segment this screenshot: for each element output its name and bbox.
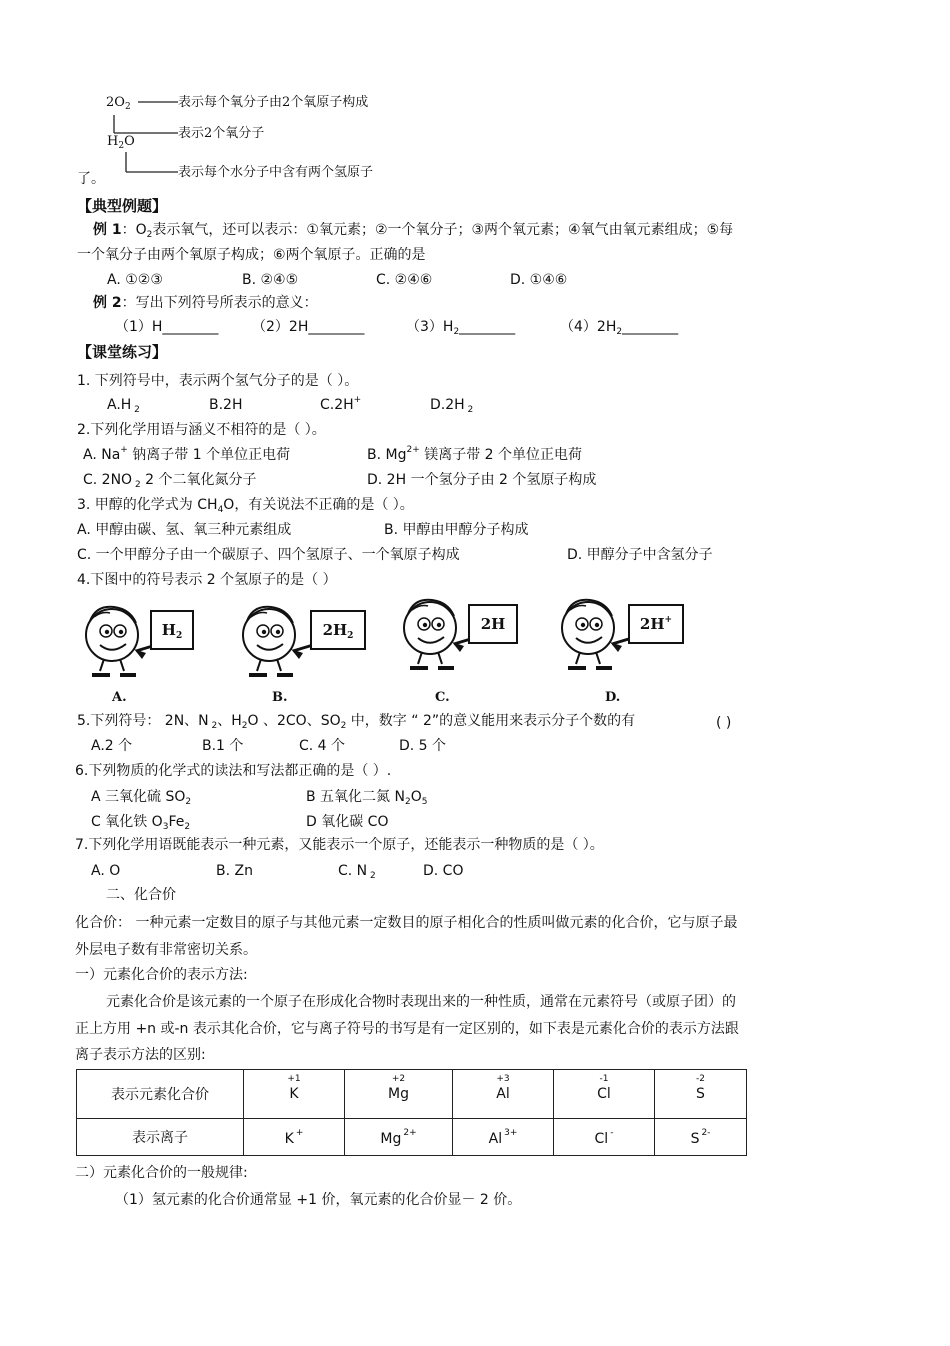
ion-cell-s: S $^{2-}$: [655, 1119, 747, 1156]
q1-option-d: D.2H $_2$: [430, 397, 474, 415]
q5-option-a: A.2 个: [91, 738, 133, 754]
q4-board-d: 2H+: [628, 604, 684, 644]
q7-option-b: B. Zn: [216, 863, 253, 879]
question-5: 5.下列符号： 2N、N $_2$、$H_2O$ 、2CO、$SO_2$ 中，数字 “ 2”的意义能用来表示分子个数的有: [77, 713, 636, 731]
row-label-ion: 表示离子: [77, 1119, 244, 1156]
valence-cell-mg: +2 Mg: [345, 1070, 453, 1119]
valence-subheading-2: 二）元素化合价的一般规律:: [75, 1165, 248, 1181]
q2-option-c: C. 2NO $_2$ 2 个二氧化氮分子: [83, 472, 257, 490]
q4-board-a: $H_2$: [150, 610, 194, 650]
q4-label-c: C.: [435, 690, 450, 705]
valence-rule-1: （1）氢元素的化合价通常显 +1 价，氧元素的化合价显－ 2 价。: [115, 1192, 522, 1208]
table-row: [77, 1119, 747, 1156]
question-7: 7.下列化学用语既能表示一种元素，又能表示一个原子，还能表示一种物质的是（ ）。: [75, 837, 604, 853]
tail-text: 了。: [77, 171, 105, 187]
example-1-text: 例 1：$O_2$表示氧气，还可以表示：①氧元素；②一个氧分子；③两个氧元素；④氧气由氧元素组成；⑤每: [93, 222, 734, 240]
row-label-valence: 表示元素化合价: [77, 1070, 244, 1119]
ion-cell-k: K +: [244, 1119, 345, 1156]
diagram-formula-o2: $2O_2$: [106, 95, 131, 112]
q2-option-b: B. $Mg^{2+}$ 镁离子带 2 个单位正电荷: [367, 445, 583, 463]
valence-section-title: 二、化合价: [106, 887, 176, 903]
valence-definition-1: 化合价： 一种元素一定数目的原子与其他元素一定数目的原子相化合的性质叫做元素的化合价，它与原子最: [75, 915, 738, 931]
valence-definition-2: 外层电子数有非常密切关系。: [75, 942, 257, 958]
ion-cell-cl: Cl -: [554, 1119, 655, 1156]
example-1-line2: 一个氧分子由两个氧原子构成；⑥两个氧原子。正确的是: [77, 247, 426, 263]
diagram-connector-lines: [106, 96, 186, 176]
question-4: 4.下图中的符号表示 2 个氢原子的是（ ）: [77, 572, 337, 588]
diagram-note-1: 表示每个氧分子由2个氧原子构成: [178, 95, 369, 110]
q6-option-c: C 氧化铁 $O_3Fe_2$: [91, 814, 191, 832]
example-2-item-1: （1）H________: [115, 319, 219, 335]
q5-option-b: B.1 个: [202, 738, 244, 754]
q5-paren: ( ): [716, 715, 732, 731]
example-1-option-c: C. ②④⑥: [376, 272, 433, 288]
q1-option-b: B.2H: [209, 397, 243, 413]
valence-cell-al: +3 Al: [453, 1070, 554, 1119]
q7-option-a: A. O: [91, 863, 121, 879]
q2-option-d: D. 2H 一个氢分子由 2 个氢原子构成: [367, 472, 597, 488]
q7-option-c: C. N $_2$: [338, 863, 376, 881]
ion-cell-mg: Mg $^{2+}$: [345, 1119, 453, 1156]
q7-option-d: D. CO: [423, 863, 464, 879]
q4-label-a: A.: [112, 690, 127, 705]
table-row: [77, 1070, 747, 1119]
q6-option-d: D 氧化碳 CO: [306, 814, 389, 830]
typical-examples-heading: 【典型例题】: [77, 197, 168, 215]
valence-paragraph-2: 正上方用 +n 或-n 表示其化合价，它与离子符号的书写是有一定区别的，如下表是元素化合价的表示方法跟: [75, 1021, 739, 1037]
q3-option-a: A. 甲醇由碳、氢、氧三种元素组成: [77, 522, 292, 538]
practice-heading: 【课堂练习】: [77, 343, 168, 361]
valence-cell-cl: -1 Cl: [554, 1070, 655, 1119]
valence-paragraph-3: 离子表示方法的区别:: [75, 1047, 206, 1063]
q1-option-c: C.2H+: [320, 395, 362, 413]
diagram-note-3: 表示每个水分子中含有两个氢原子: [178, 165, 374, 180]
example-1-option-d: D. ①④⑥: [510, 272, 568, 288]
q5-option-d: D. 5 个: [399, 738, 447, 754]
question-2: 2.下列化学用语与涵义不相符的是（ ）。: [77, 422, 326, 438]
q5-option-c: C. 4 个: [299, 738, 346, 754]
q4-label-b: B.: [272, 690, 288, 705]
question-3: 3. 甲醇的化学式为 $CH_4O$，有关说法不正确的是（ ）。: [77, 497, 414, 515]
example-2-item-4: $(4)2H_2\_\_\_\_\_\_\_\_$: [560, 319, 679, 337]
diagram-formula-h2o: $H_2O$: [107, 134, 135, 151]
q2-option-a: A. Na+ 钠离子带 1 个单位正电荷: [83, 445, 291, 463]
valence-cell-k: +1 K: [244, 1070, 345, 1119]
q3-option-d: D. 甲醇分子中含氢分子: [567, 547, 713, 563]
q6-option-b: B 五氧化二氮 $N_2O_5$: [306, 789, 428, 807]
valence-table: [76, 1069, 747, 1156]
example-1-option-a: A. ①②③: [107, 272, 163, 288]
example-2-item-2: （2）2H________: [252, 319, 365, 335]
q3-option-c: C. 一个甲醇分子由一个碳原子、四个氢原子、一个氧原子构成: [77, 547, 460, 563]
valence-subheading-1: 一）元素化合价的表示方法:: [75, 967, 248, 983]
diagram-note-2: 表示2个氧分子: [178, 126, 265, 141]
ion-cell-al: Al $^{3+}$: [453, 1119, 554, 1156]
valence-paragraph-1: 元素化合价是该元素的一个原子在形成化合物时表现出来的一种性质，通常在元素符号（或原子团）的: [106, 994, 736, 1010]
q1-option-a: A.H $_2$: [107, 397, 140, 415]
q6-option-a: A 三氧化硫 $SO_2$: [91, 789, 192, 807]
q4-board-c: 2H: [468, 604, 518, 644]
q4-label-d: D.: [605, 690, 621, 705]
example-2-text: 例 2：写出下列符号所表示的意义：: [93, 295, 318, 311]
valence-cell-s: -2 S: [655, 1070, 747, 1119]
example-2-item-3: $(3)H_2\_\_\_\_\_\_\_\_$: [406, 319, 516, 337]
question-6: 6.下列物质的化学式的读法和写法都正确的是（ ）.: [75, 763, 392, 779]
question-1: 1. 下列符号中，表示两个氢气分子的是（ ）。: [77, 373, 359, 389]
q4-board-b: $2H_2$: [310, 610, 366, 650]
q3-option-b: B. 甲醇由甲醇分子构成: [384, 522, 529, 538]
example-1-option-b: B. ②④⑤: [242, 272, 299, 288]
